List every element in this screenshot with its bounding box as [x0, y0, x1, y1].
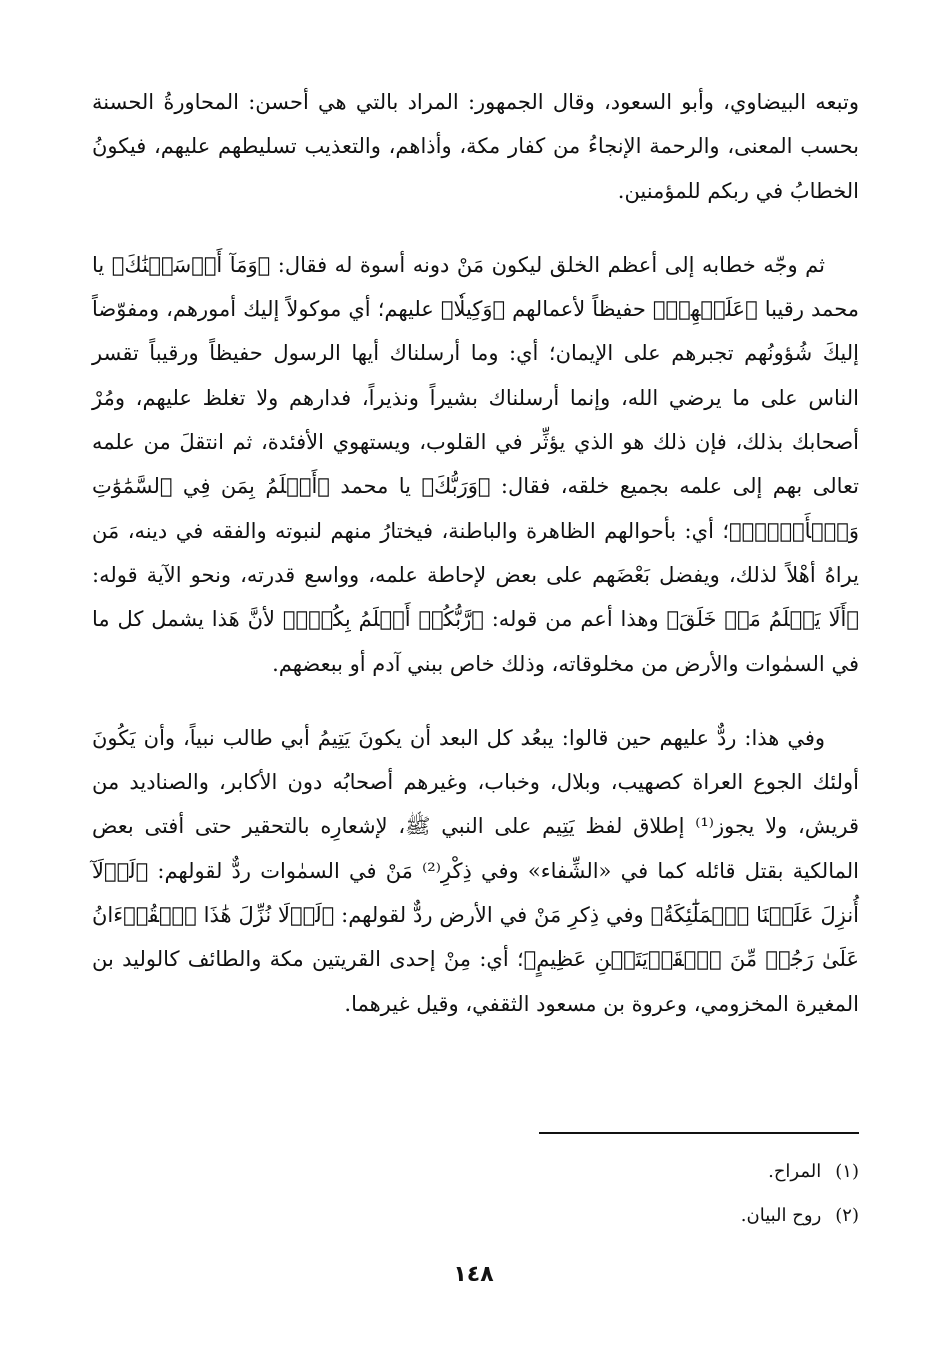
- paragraph-1: وتبعه البيضاوي، وأبو السعود، وقال الجمهور: المراد بالتي هي أحسن: المحاورةُ الحسنة بحسب المعنى، والرحمة الإنجاءُ من كفار مكة، وأذاهم، والتعذيب تسليطهم عليهم، فيكونُ الخطابُ في ربكم للمؤمنين.: [92, 90, 859, 203]
- footnote-2: [359, 1194, 859, 1238]
- footnote-number: (١): [835, 1161, 859, 1182]
- paragraph-3: وفي هذا: ردٌّ عليهم حين قالوا: يبعُد كل البعد أن يكونَ يَتِيمُ أبي طالب نبياً، وأن يَكُونَ أولئك الجوع العراة كصهيب، وبلال، وخباب، وغيرهم أصحابُه دون الأكابر، والصناديد من قريش، ولا يجوز⁽¹⁾ إطلاق لفظ يَتِيم على النبي ﷺ، لإشعارِه بالتحقير حتى أفتى بعض المالكية بقتل قائله كما في «الشِّفاء» وفي ذِكْرِ⁽²⁾ مَنْ في السمٰوات ردٌّ لقولهم: ﴿لَوۡلَآ أُنزِلَ عَلَيۡنَا ٱلۡمَلَٰٓئِكَةُ﴾ وفي ذِكرِ مَنْ في الأرض ردٌّ لقولهم: ﴿لَوۡلَا نُزِّلَ هَٰذَا ٱلۡقُرۡءَانُ عَلَىٰ رَجُلٖ مِّنَ ٱلۡقَرۡيَتَيۡنِ عَظِيمٍ﴾؛ أي: مِنْ إحدى القريتين مكة والطائف كالوليد بن المغيرة المخزومي، وعروة بن مسعود الثقفي، وقيل غيرهما.: [92, 725, 859, 1016]
- page-number: ١٤٨: [453, 1262, 494, 1287]
- footnote-divider: [539, 1132, 859, 1134]
- paragraph-2: ثم وجّه خطابه إلى أعظم الخلق ليكون مَنْ دونه أسوة له فقال: ﴿وَمَآ أَرۡسَلۡنَٰكَ﴾ يا محمد رقيبا ﴿عَلَيۡهِمۡ﴾ حفيظاً لأعمالهم ﴿وَكِيلٗا﴾ عليهم؛ أي موكولاً إليك أمورهم، ومفوّضاً إليكَ شُؤونُهم تجبرهم على الإيمان؛ أي: وما أرسلناك أيها الرسول حفيظاً ورقيباً تقسر الناس على ما يرضي الله، وإنما أرسلناك بشيراً ونذيراً، فدارهم ولا تغلظ عليهم، ومُرْ أصحابك بذلك، فإن ذلك هو الذي يؤثِّر في القلوب، ويستهوي الأفئدة، ثم انتقلَ من علمه تعالى بهم إلى علمه بجميع خلقه، فقال: ﴿وَرَبُّكَ﴾ يا محمد ﴿أَعۡلَمُ بِمَن فِي ٱلسَّمَٰوَٰتِ وَٱلۡأَرۡضِۗ﴾؛ أي: بأحوالهم الظاهرة والباطنة، فيختارُ منهم لنبوته والفقه في دينه، مَن يراهُ أهْلاً لذلك، ويفضل بَعْضَهم على بعض لإحاطة علمه، وواسع قدرته، ونحو الآية قوله: ﴿أَلَا يَعۡلَمُ مَنۡ خَلَقَ﴾ وهذا أعم من قوله: ﴿رَّبُّكُمۡ أَعۡلَمُ بِكُمۡۖ﴾ لأنَّ هَذا يشمل كل ما في السمٰوات والأرض من مخلوقاته، وذلك خاص ببني آدم أو ببعضهم.: [92, 252, 859, 676]
- footnote-text: روح البيان.: [740, 1205, 822, 1226]
- footnote-number: (٢): [835, 1205, 859, 1226]
- body-text: [92, 80, 859, 1026]
- footnotes: [359, 1150, 859, 1238]
- footnote-1: [359, 1150, 859, 1194]
- footnote-text: المراح.: [768, 1161, 822, 1182]
